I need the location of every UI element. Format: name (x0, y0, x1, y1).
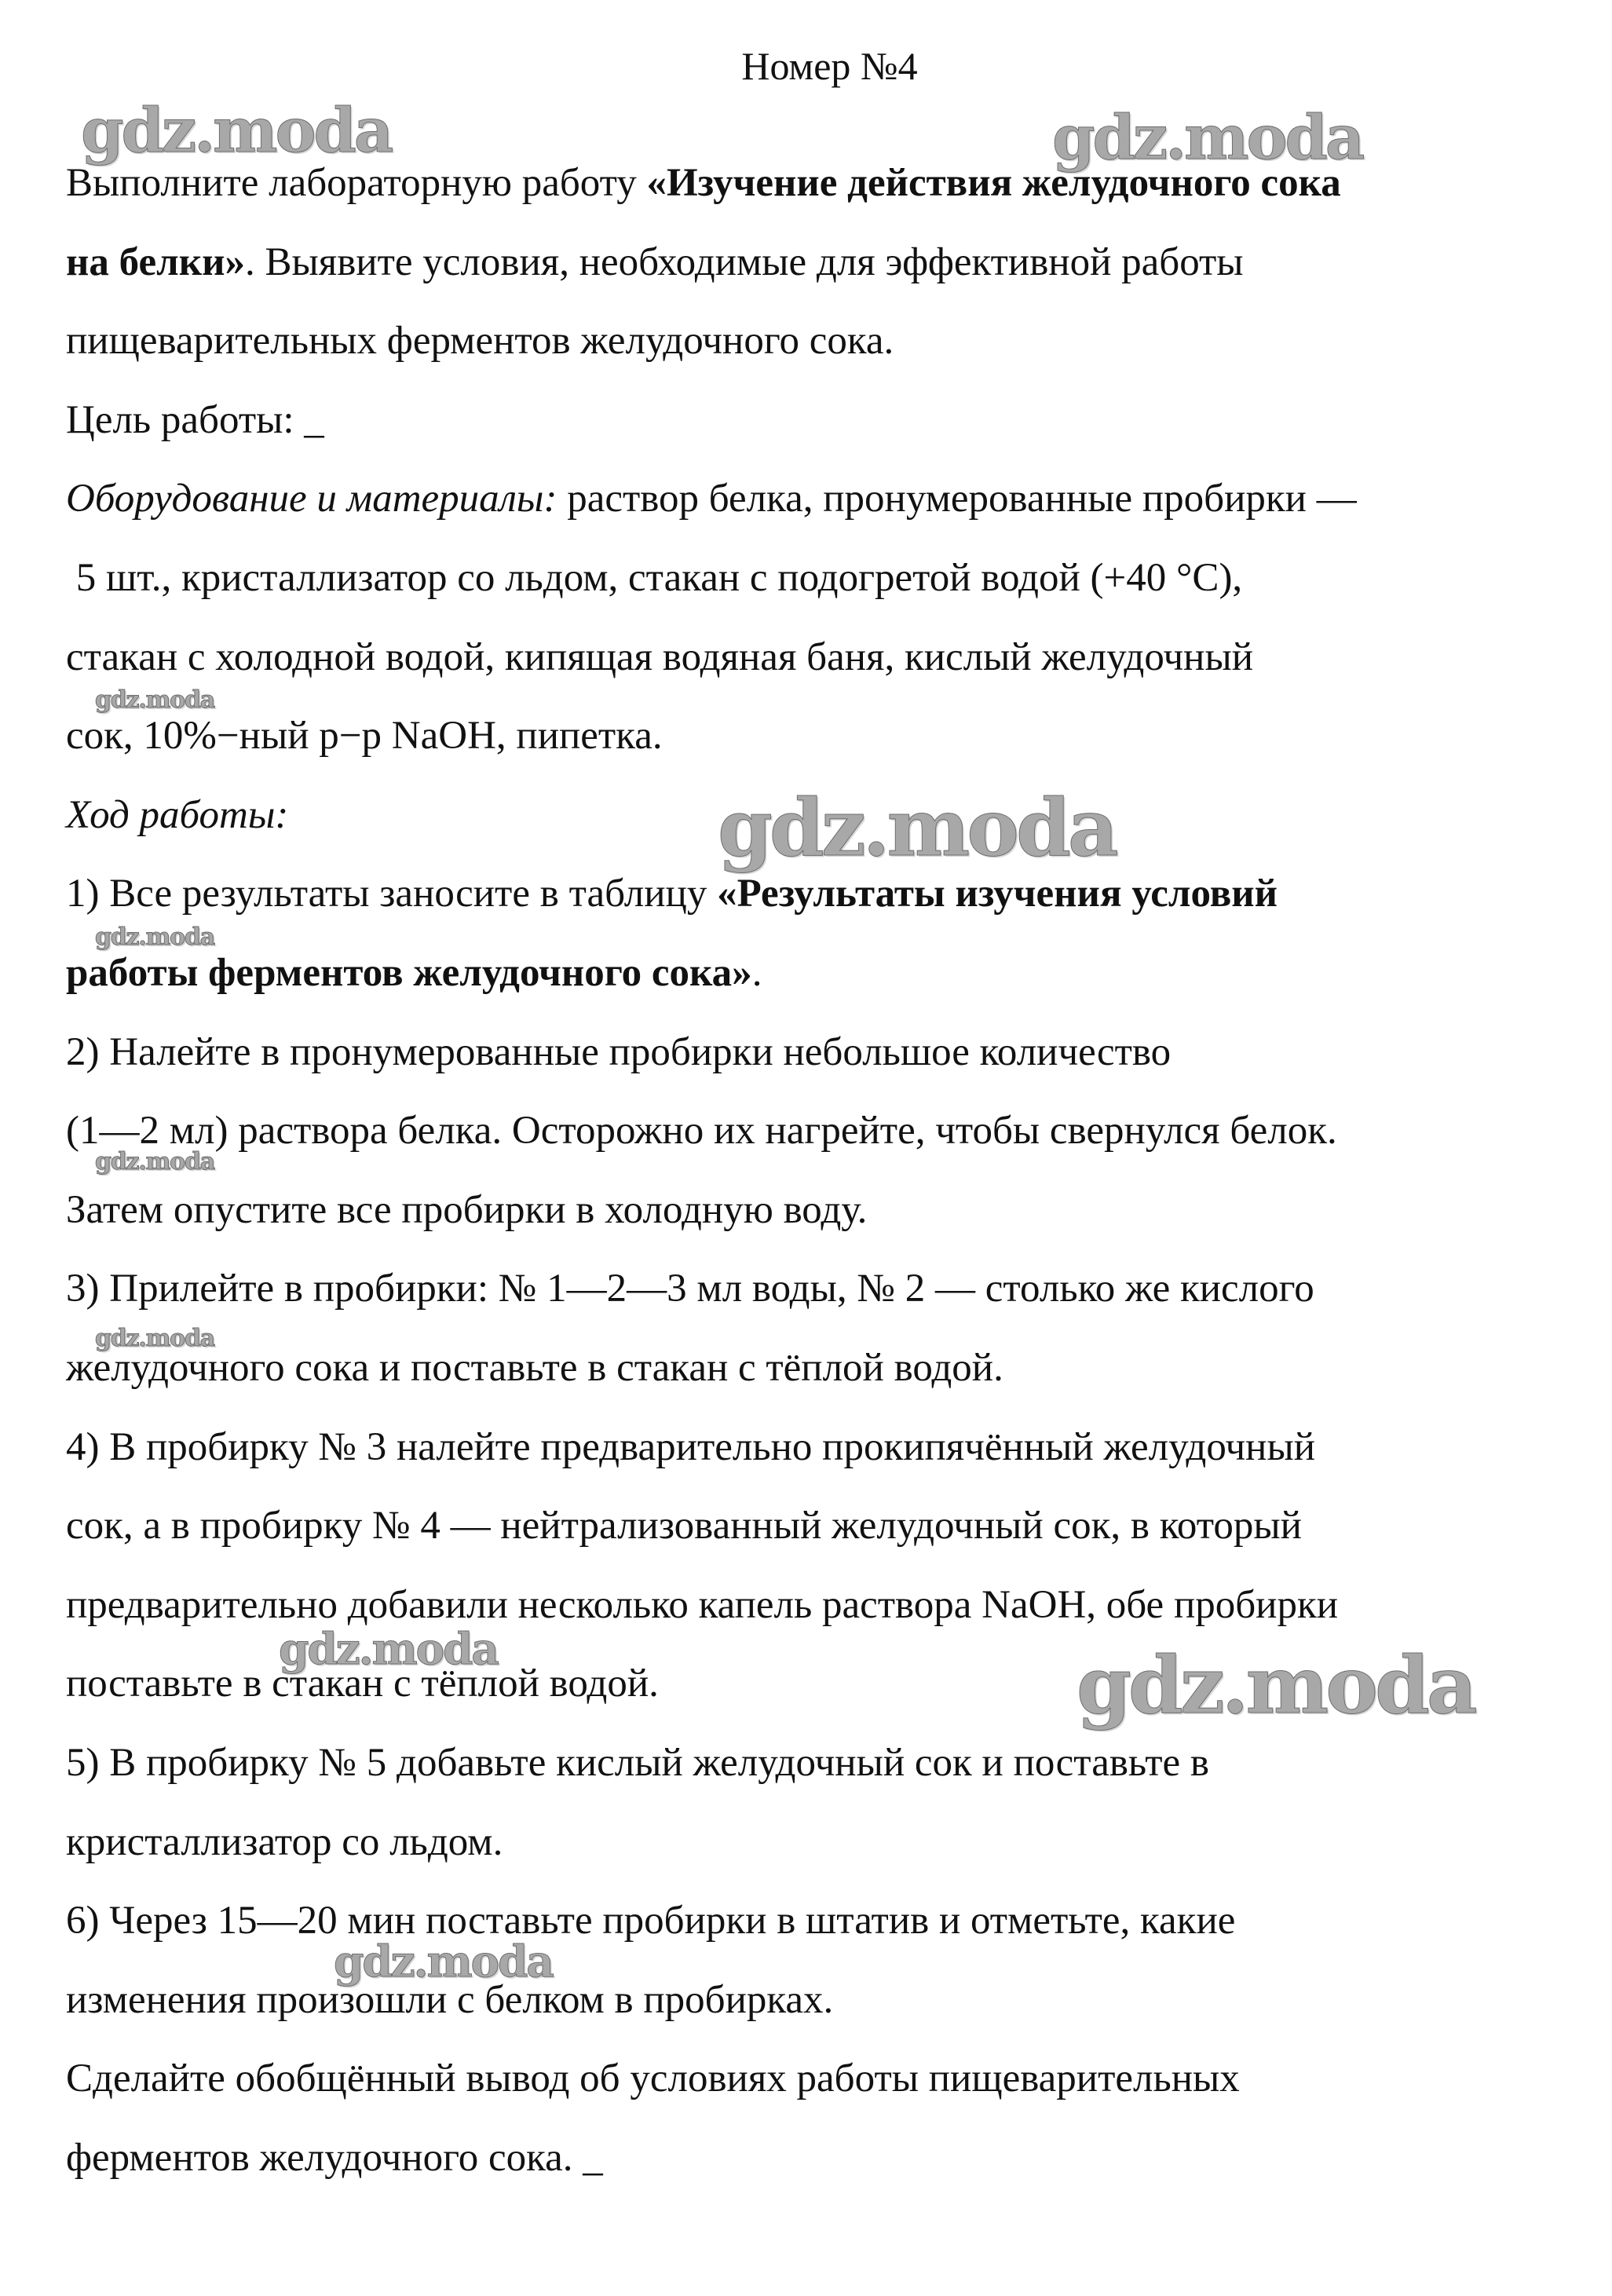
text-line (66, 1106, 1337, 1156)
text-segment: 2) Налейте в пронумерованные пробирки небольшое количество (66, 1029, 1172, 1074)
text-line (66, 1580, 1338, 1630)
text-line (66, 948, 762, 998)
text-line (66, 1263, 1314, 1314)
text-segment: . Выявите условия, необходимые для эффективной работы (244, 239, 1244, 284)
text-line (66, 711, 663, 761)
text-line (66, 2053, 1240, 2104)
watermark-logo: gdz.moda (334, 1936, 553, 1987)
text-segment: пищеварительных ферментов желудочного сока. (66, 319, 894, 364)
text-line (66, 473, 1357, 524)
text-line (66, 1422, 1315, 1472)
page-title: Номер №4 (741, 44, 918, 88)
text-line (66, 395, 324, 445)
text-segment: Затем опустите все пробирки в холодную воду. (66, 1187, 868, 1232)
text-segment: сок, 10%−ный р−р NaOH, пипетка. (66, 714, 663, 759)
bold-text: «Результаты изучения условий (717, 872, 1278, 916)
watermark-logo: gdz.moda (81, 95, 392, 166)
text-segment: предварительно добавили несколько капель раствора NaOH, обе пробирки (66, 1582, 1339, 1627)
text-line (66, 1501, 1302, 1551)
text-line (66, 1896, 1235, 1946)
text-segment: 5) В пробирку № 5 добавьте кислый желудочный сок и поставьте в (66, 1741, 1209, 1785)
text-segment: Выполните лабораторную работу (66, 161, 647, 205)
text-segment: кристаллизатор со льдом. (66, 1819, 503, 1864)
text-line (66, 1185, 867, 1235)
text-line (66, 1027, 1171, 1077)
watermark-logo: gdz.moda (95, 923, 215, 951)
text-line (66, 237, 1244, 287)
text-segment: 1) Все результаты заносите в таблицу (66, 872, 718, 916)
italic-text: Ход работы: (66, 792, 289, 837)
text-line (66, 790, 288, 840)
text-line (66, 2133, 603, 2183)
watermark-logo: gdz.moda (95, 1325, 215, 1352)
watermark-logo: gdz.moda (279, 1623, 498, 1674)
text-segment: (1—2 мл) раствора белка. Осторожно их нагрейте, чтобы свернулся белок. (66, 1109, 1337, 1153)
text-segment: желудочного сока и поставьте в стакан с тёплой водой. (66, 1346, 1003, 1390)
text-segment: 4) В пробирку № 3 налейте предварительно прокипячённый желудочный (66, 1424, 1316, 1469)
text-segment: ферментов желудочного сока. _ (66, 2136, 603, 2180)
text-line (66, 868, 1278, 919)
bold-text: «Изучение действия желудочного сока (646, 161, 1341, 205)
italic-text: Оборудование и материалы: (66, 477, 557, 521)
watermark-logo: gdz.moda (1076, 1639, 1475, 1731)
text-line (66, 1738, 1209, 1788)
text-segment: . (751, 951, 762, 995)
text-segment: 3) Прилейте в пробирки: № 1—2—3 мл воды, № 2 — столько же кислого (66, 1267, 1314, 1311)
text-segment: 6) Через 15—20 мин поставьте пробирки в штатив и отметьте, какие (66, 1899, 1236, 1943)
text-line (66, 632, 1253, 682)
text-segment: сок, а в пробирку № 4 — нейтрализованный желудочный сок, в который (66, 1504, 1302, 1548)
bold-text: работы ферментов желудочного сока» (66, 951, 752, 995)
text-segment: раствор белка, пронумерованные пробирки — (557, 477, 1357, 521)
text-line (66, 316, 894, 366)
text-segment: 5 шт., кристаллизатор со льдом, стакан с подогретой водой (+40 °С), (66, 556, 1243, 600)
watermark-logo: gdz.moda (718, 781, 1116, 874)
text-segment: Цель работы: _ (66, 397, 324, 442)
watermark-logo: gdz.moda (95, 1148, 215, 1175)
text-line (66, 1817, 503, 1867)
text-segment: Сделайте обобщённый вывод об условиях работы пищеварительных (66, 2057, 1240, 2101)
watermark-logo: gdz.moda (1052, 102, 1363, 174)
watermark-logo: gdz.moda (95, 686, 215, 714)
text-segment: поставьте в стакан с тёплой водой. (66, 1662, 659, 1706)
bold-text: на белки» (66, 239, 245, 284)
text-segment: изменения произошли с белком в пробирках. (66, 1977, 834, 2022)
text-segment: стакан с холодной водой, кипящая водяная баня, кислый желудочный (66, 634, 1254, 679)
text-line (66, 553, 1242, 603)
